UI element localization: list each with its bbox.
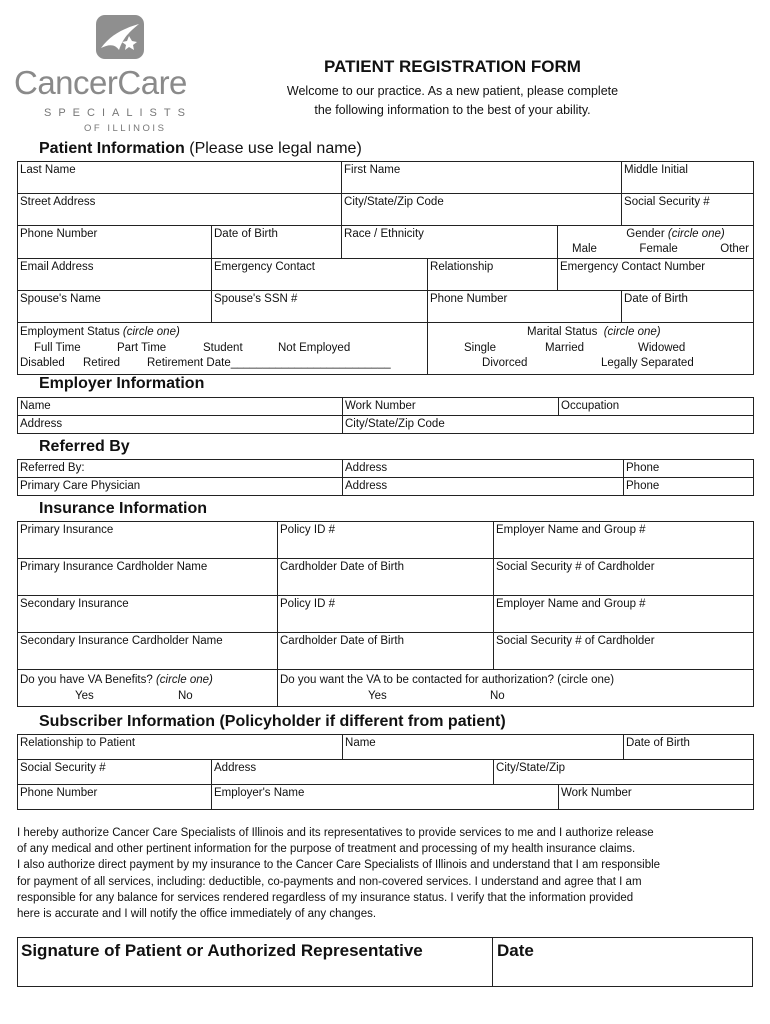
authorization-line: I hereby authorize Cancer Care Specialists of Illinois and its representatives to provide services to me and I authorize release bbox=[17, 827, 654, 839]
street-address-field[interactable]: Street Address bbox=[18, 194, 342, 226]
gender-field[interactable] bbox=[558, 226, 754, 259]
subscriber-table bbox=[17, 734, 754, 810]
intro-text bbox=[270, 82, 635, 120]
city-state-zip-field[interactable]: City/State/Zip Code bbox=[342, 194, 622, 226]
employment-option[interactable]: Student bbox=[203, 341, 243, 354]
patient-section-heading bbox=[39, 140, 362, 158]
employment-status-field[interactable] bbox=[18, 323, 428, 375]
signature-date-field[interactable]: Date bbox=[497, 941, 534, 960]
subscriber-ssn-field[interactable]: Social Security # bbox=[18, 760, 212, 785]
policy-id-field[interactable]: Policy ID # bbox=[278, 522, 494, 559]
authorization-line: for payment of all services, including: deductible, co-payments and non-covered services. I understand and agree that I am bbox=[17, 875, 642, 888]
last-name-field[interactable]: Last Name bbox=[18, 162, 342, 194]
marital-option[interactable]: Widowed bbox=[638, 341, 686, 354]
subscriber-city-field[interactable]: City/State/Zip bbox=[494, 760, 754, 785]
va-contact-no-option[interactable]: No bbox=[490, 690, 505, 702]
cardholder-dob-field[interactable]: Cardholder Date of Birth bbox=[278, 559, 494, 596]
authorization-line: here is accurate and I will notify the office immediately of any changes. bbox=[17, 908, 377, 921]
middle-initial-field[interactable]: Middle Initial bbox=[622, 162, 754, 194]
spouse-phone-field[interactable]: Phone Number bbox=[428, 291, 622, 323]
logo-mark-icon bbox=[95, 14, 145, 60]
logo-line2: OF ILLINOIS bbox=[84, 123, 167, 134]
authorization-line: responsible for any balance for services rendered regardless of my insurance status. I verify that the information provided bbox=[17, 891, 634, 904]
work-number-field[interactable]: Work Number bbox=[343, 398, 559, 416]
email-field[interactable]: Email Address bbox=[18, 259, 212, 291]
spouse-dob-field[interactable]: Date of Birth bbox=[622, 291, 754, 323]
marital-option[interactable]: Married bbox=[545, 341, 584, 354]
va-no-option[interactable]: No bbox=[178, 690, 193, 702]
referred-table bbox=[17, 459, 754, 496]
spouse-name-field[interactable]: Spouse's Name bbox=[18, 291, 212, 323]
employer-city-field[interactable]: City/State/Zip Code bbox=[343, 416, 754, 434]
first-name-field[interactable]: First Name bbox=[342, 162, 622, 194]
retirement-date[interactable]: Retirement Date_________________________ bbox=[147, 357, 391, 369]
dob-field[interactable]: Date of Birth bbox=[212, 226, 342, 259]
employment-option[interactable]: Retired bbox=[83, 357, 121, 369]
marital-label: Marital Status (circle one) bbox=[527, 326, 661, 338]
subscriber-dob-field[interactable]: Date of Birth bbox=[624, 735, 754, 760]
logo-name: CancerCare bbox=[14, 64, 187, 101]
employer-address-field[interactable]: Address bbox=[18, 416, 343, 434]
employment-option[interactable]: Full Time bbox=[34, 341, 81, 354]
cancer-care-logo bbox=[14, 12, 229, 134]
marital-option[interactable]: Single bbox=[464, 341, 496, 354]
pcp-address-field[interactable]: Address bbox=[343, 478, 624, 496]
signature-field[interactable]: Signature of Patient or Authorized Representative bbox=[18, 938, 493, 986]
subscriber-relationship-field[interactable]: Relationship to Patient bbox=[18, 735, 343, 760]
spouse-ssn-field[interactable]: Spouse's SSN # bbox=[212, 291, 428, 323]
cardholder-ssn-2-field[interactable]: Social Security # of Cardholder bbox=[494, 633, 754, 670]
marital-status-field[interactable] bbox=[428, 323, 754, 375]
employment-option[interactable]: Disabled bbox=[20, 357, 65, 369]
va-question: Do you have VA Benefits? (circle one) bbox=[20, 674, 213, 686]
pcp-phone-field[interactable]: Phone bbox=[624, 478, 754, 496]
ssn-field[interactable]: Social Security # bbox=[622, 194, 754, 226]
marital-option[interactable]: Divorced bbox=[482, 357, 528, 369]
employment-option[interactable]: Part Time bbox=[117, 341, 167, 354]
authorization-line: of any medical and other pertinent information for the purpose of treatment and processing of my health insurance claims. bbox=[17, 843, 636, 856]
authorization-line: I also authorize direct payment by my insurance to the Cancer Care Specialists of Illinois and understand that I am responsible bbox=[17, 859, 661, 872]
va-contact-field[interactable] bbox=[278, 670, 754, 707]
intro-line: the following information to the best of your ability. bbox=[314, 103, 591, 117]
subscriber-phone-field[interactable]: Phone Number bbox=[18, 785, 212, 810]
cardholder-ssn-field[interactable]: Social Security # of Cardholder bbox=[494, 559, 754, 596]
logo-line1: SPECIALISTS bbox=[44, 107, 192, 119]
subscriber-name-field[interactable]: Name bbox=[343, 735, 624, 760]
patient-heading-note: (Please use legal name) bbox=[189, 140, 362, 157]
patient-heading: Patient Information bbox=[39, 140, 185, 157]
secondary-cardholder-field[interactable]: Secondary Insurance Cardholder Name bbox=[18, 633, 278, 670]
employer-group-2-field[interactable]: Employer Name and Group # bbox=[494, 596, 754, 633]
cardholder-dob-2-field[interactable]: Cardholder Date of Birth bbox=[278, 633, 494, 670]
employer-group-field[interactable]: Employer Name and Group # bbox=[494, 522, 754, 559]
gender-option[interactable]: Female bbox=[639, 243, 678, 255]
signature-box bbox=[17, 937, 753, 987]
race-field[interactable]: Race / Ethnicity bbox=[342, 226, 558, 259]
gender-option[interactable]: Other bbox=[720, 243, 750, 255]
patient-table bbox=[17, 161, 754, 375]
occupation-field[interactable]: Occupation bbox=[559, 398, 754, 416]
authorization-text bbox=[17, 825, 757, 922]
referred-address-field[interactable]: Address bbox=[343, 460, 624, 478]
subscriber-employer-field[interactable]: Employer's Name bbox=[212, 785, 559, 810]
employer-name-field[interactable]: Name bbox=[18, 398, 343, 416]
va-contact-yes-option[interactable]: Yes bbox=[368, 690, 387, 702]
emergency-contact-field[interactable]: Emergency Contact bbox=[212, 259, 428, 291]
employer-heading: Employer Information bbox=[39, 375, 205, 392]
employer-table bbox=[17, 397, 754, 434]
relationship-field[interactable]: Relationship bbox=[428, 259, 558, 291]
insurance-table bbox=[17, 521, 754, 707]
subscriber-heading: Subscriber Information (Policyholder if different from patient) bbox=[39, 713, 506, 730]
form-title: PATIENT REGISTRATION FORM bbox=[324, 57, 581, 76]
primary-cardholder-field[interactable]: Primary Insurance Cardholder Name bbox=[18, 559, 278, 596]
secondary-insurance-field[interactable]: Secondary Insurance bbox=[18, 596, 278, 633]
pcp-field[interactable]: Primary Care Physician bbox=[18, 478, 343, 496]
emergency-number-field[interactable]: Emergency Contact Number bbox=[558, 259, 754, 291]
gender-label: Gender (circle one) bbox=[626, 228, 725, 240]
va-benefits-field[interactable] bbox=[18, 670, 278, 707]
va-yes-option[interactable]: Yes bbox=[75, 690, 94, 702]
referred-by-field[interactable]: Referred By: bbox=[18, 460, 343, 478]
va-contact-question: Do you want the VA to be contacted for authorization? (circle one) bbox=[280, 674, 615, 686]
subscriber-address-field[interactable]: Address bbox=[212, 760, 494, 785]
referred-phone-field[interactable]: Phone bbox=[624, 460, 754, 478]
referred-heading: Referred By bbox=[39, 438, 130, 455]
marital-option[interactable]: Legally Separated bbox=[601, 357, 694, 369]
employment-label: Employment Status (circle one) bbox=[20, 326, 180, 338]
insurance-heading: Insurance Information bbox=[39, 500, 208, 517]
phone-field[interactable]: Phone Number bbox=[18, 226, 212, 259]
gender-option[interactable]: Male bbox=[572, 243, 597, 255]
intro-line: Welcome to our practice. As a new patient, please complete bbox=[286, 84, 619, 98]
subscriber-work-number-field[interactable]: Work Number bbox=[559, 785, 754, 810]
employment-option[interactable]: Not Employed bbox=[278, 341, 351, 354]
primary-insurance-field[interactable]: Primary Insurance bbox=[18, 522, 278, 559]
policy-id-2-field[interactable]: Policy ID # bbox=[278, 596, 494, 633]
